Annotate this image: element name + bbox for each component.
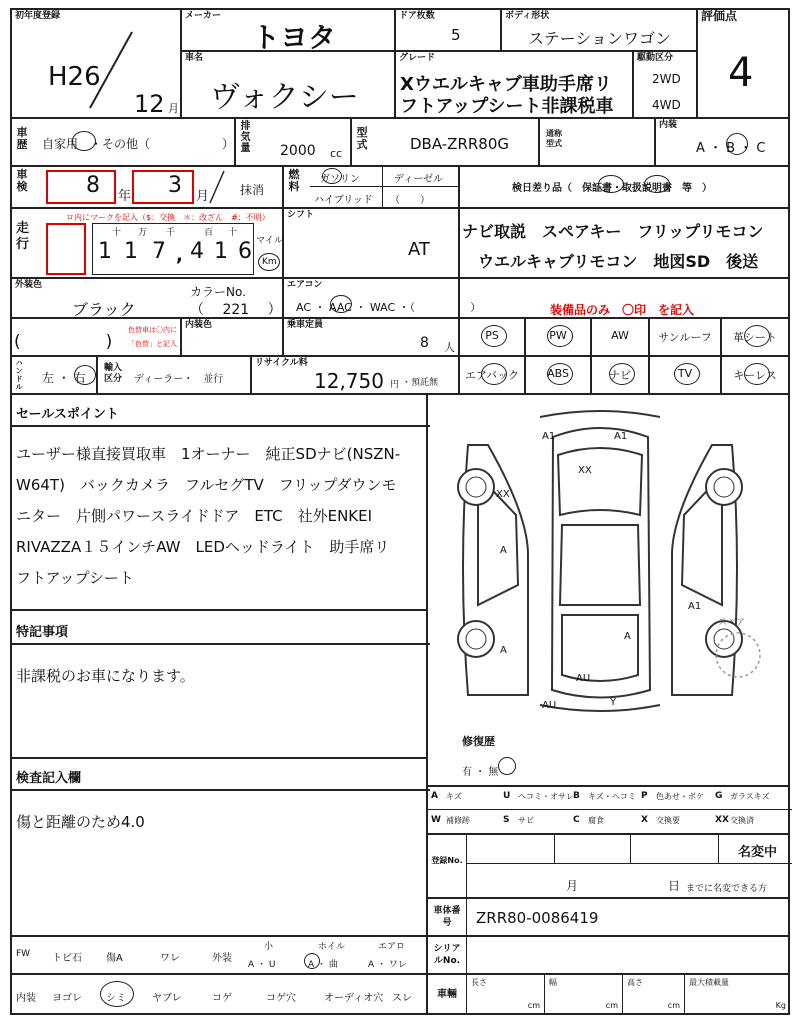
equipment-item <box>458 355 526 395</box>
dimension-label: 長さ <box>471 978 487 987</box>
selected-circle <box>598 175 624 193</box>
mileage-unit-km: Km <box>262 257 277 267</box>
equipment-item-label: AW <box>611 329 629 342</box>
mileage-digit: 1 <box>98 239 112 264</box>
damage-mark: XX <box>578 465 592 476</box>
exterior-color-label: 外装色 <box>15 280 43 290</box>
recycle-label: リサイクル料 <box>255 358 308 368</box>
displacement-cell <box>234 117 352 167</box>
recycle-value: 12,750 <box>314 369 384 393</box>
first-registration-cell <box>10 8 182 119</box>
interior-item: コゲ <box>212 993 232 1004</box>
grade-line-2: フトアップシート非課税車 <box>400 96 614 117</box>
selected-circle <box>609 363 635 385</box>
registration-month: 12 <box>134 90 165 118</box>
selected-circle <box>744 325 770 347</box>
import-value: ディーラー・ 並行 <box>134 374 224 385</box>
windshield-exterior-row <box>10 935 428 975</box>
selected-circle <box>258 253 280 271</box>
legend-desc: キズ <box>446 792 462 801</box>
doors-cell <box>394 8 502 52</box>
serial-cell <box>426 935 790 975</box>
equipment-item-label: キーレス <box>733 369 777 382</box>
shift-value: AT <box>408 239 430 260</box>
selected-circle <box>726 133 748 155</box>
grade-line-1: Xウエルキャブ車助手席リ <box>400 74 612 95</box>
dimension-unit: Kg <box>775 1001 786 1010</box>
fw-item: 傷A <box>106 953 123 964</box>
wheel-label: ホイル <box>318 942 346 952</box>
interior-grade-cell <box>654 117 790 167</box>
interior-item: スレ <box>392 993 412 1004</box>
aero-label: エアロ <box>378 942 406 952</box>
selected-circle <box>674 363 700 385</box>
mileage-unit-mile: マイル <box>256 236 283 246</box>
sales-point-line: フトアップシート <box>16 569 134 587</box>
import-cell <box>96 355 252 395</box>
wheel-value: A ・ 曲 <box>308 960 338 970</box>
slash-line <box>208 167 228 207</box>
fuel-gasoline: ガソリン <box>320 174 360 185</box>
color-number-value: （ 221 ） <box>190 302 282 318</box>
spare-label: スペア <box>718 618 746 628</box>
mileage-cell <box>10 207 284 279</box>
equipment-item <box>524 355 592 395</box>
color-change-note-2: 「色替」と記入 <box>128 340 177 348</box>
mileage-digit-head: 十 <box>228 228 238 238</box>
selected-circle <box>498 757 516 775</box>
vin-value: ZRR80-0086419 <box>476 909 599 927</box>
drive-label: 駆動区分 <box>637 53 674 63</box>
registration-number-cell <box>426 833 790 899</box>
use-value: 自家用 ・その他（ ） <box>42 137 235 151</box>
inspection-label: 車検 <box>16 168 28 193</box>
inspection-month: 3 <box>168 173 182 198</box>
legend-code: W <box>431 815 441 825</box>
dimension-unit: cm <box>605 1001 618 1010</box>
selected-circle <box>481 363 507 385</box>
repair-label: 修復歴 <box>462 735 495 748</box>
recycle-unit: 円 <box>390 380 400 390</box>
interior-item: ヤブレ <box>152 993 182 1004</box>
special-notes-label: 特記事項 <box>16 625 69 640</box>
aircon-label: エアコン <box>287 280 323 290</box>
serial-label: シリアルNo. <box>433 944 461 966</box>
equipment-item <box>648 317 722 357</box>
fw-label: FW <box>16 949 31 959</box>
import-label: 輸入区分 <box>103 363 122 384</box>
selected-circle <box>330 295 352 313</box>
interior-item: コゲ穴 <box>266 993 296 1004</box>
damage-mark: Y <box>610 697 617 708</box>
selected-circle <box>304 953 320 969</box>
name-change-note: までに名変できる方 <box>686 884 768 894</box>
legend-desc: ガラスキズ <box>730 792 770 801</box>
interior-item: オーディオ穴 <box>324 993 384 1004</box>
equipment-header-cell <box>458 277 790 319</box>
score-label: 評価点 <box>701 9 738 23</box>
selected-circle <box>481 325 507 347</box>
common-type-cell <box>538 117 656 167</box>
car-diagram <box>428 405 788 705</box>
handle-cell <box>10 355 98 395</box>
use-label: 車歴 <box>16 126 28 151</box>
exterior-small-value: A ・ U <box>248 960 276 970</box>
equipment-item-label: PS <box>485 329 499 342</box>
legend-code: S <box>503 815 510 825</box>
dimensions-cell <box>426 973 790 1015</box>
color-change-note-1: 色替車は〇内に <box>128 326 177 334</box>
mileage-note: ロ内にマークを記入（$：交換 ＊：改ざん #：不明） <box>66 213 270 222</box>
fuel-diesel: ディーゼル <box>394 174 443 185</box>
equipment-item <box>590 355 650 395</box>
body-type-label: ボディ形状 <box>505 11 550 21</box>
special-notes-section <box>10 609 428 759</box>
interior-item: ヨゴレ <box>52 993 82 1004</box>
aircon-options: AC ・ AAC ・ WAC ・（ ） <box>296 301 482 314</box>
legend-desc: 色あせ・ボケ <box>656 792 704 801</box>
inspector-section <box>10 757 428 937</box>
body-type-cell <box>500 8 698 52</box>
equipment-item <box>720 355 790 395</box>
month-unit: 月 <box>196 189 210 204</box>
displacement-label: 排気量 <box>240 121 251 154</box>
selected-circle <box>547 325 573 347</box>
fuel-label: 燃料 <box>288 168 300 193</box>
mileage-digit-head: 十 <box>112 228 122 238</box>
damage-mark: A1 <box>542 431 556 442</box>
legend-code: A <box>431 791 438 801</box>
maker-value: トヨタ <box>252 21 337 54</box>
drive-option-2wd: 2WD <box>652 72 681 86</box>
type-value: DBA-ZRR80G <box>410 135 510 153</box>
equipment-item-label: TV <box>677 367 693 380</box>
score-cell <box>696 8 790 119</box>
seats-value: 8 <box>420 335 429 351</box>
dimension-label: 最大積載量 <box>689 978 729 987</box>
legend-desc: 補修跡 <box>446 816 470 825</box>
legend-code: G <box>715 791 723 801</box>
sales-point-label: セールスポイント <box>16 407 119 422</box>
model-label: 車名 <box>185 53 204 63</box>
legend-code: U <box>503 791 511 801</box>
sales-point-line: W64T) バックカメラ フルセグTV フリップダウンモ <box>16 476 397 494</box>
maker-cell <box>180 8 396 52</box>
registration-number-label: 登録No. <box>431 856 463 865</box>
score-value: 4 <box>728 50 754 96</box>
interior-grade-label: 内装 <box>659 120 678 130</box>
doors-label: ドア枚数 <box>399 11 435 21</box>
equipment-item-label: PW <box>549 329 567 342</box>
legend-desc: キズ・ヘコミ <box>588 792 636 801</box>
special-notes-text: 非課税のお車になります。 <box>16 667 195 685</box>
color-change-cell: ( ) 色替車は〇内に 「色替」と記入 <box>10 317 182 357</box>
equipment-header: 装備品のみ 〇印 を記入 <box>550 303 695 317</box>
mileage-separator: , <box>176 245 183 266</box>
color-number-label: カラーNo. <box>190 285 246 299</box>
year-unit: 年 <box>118 189 132 204</box>
interior-item: シミ <box>106 993 126 1004</box>
mileage-label: 走行 <box>16 221 30 252</box>
legend-desc: ヘコミ・オサレ <box>518 792 574 801</box>
fw-item: ワレ <box>160 953 180 964</box>
legend-desc: サビ <box>518 816 534 825</box>
model-cell <box>180 50 396 119</box>
exterior-color-cell <box>10 277 284 319</box>
legend-desc: 交換要 <box>656 816 680 825</box>
handle-label: ハンドル <box>15 359 23 391</box>
equipment-item <box>524 317 592 357</box>
car-diagram-section <box>426 393 790 787</box>
mileage-digit: 4 <box>190 239 204 264</box>
name-change-month: 月 <box>566 879 579 893</box>
dimension-field <box>466 975 544 1015</box>
vin-cell <box>426 897 790 937</box>
seats-unit: 人 <box>444 341 455 354</box>
dimension-unit: cm <box>527 1001 540 1010</box>
seats-label: 乗車定員 <box>287 320 324 330</box>
interior-color-label: 内装色 <box>185 320 213 330</box>
exterior-color-value: ブラック <box>72 300 136 319</box>
damage-mark: A <box>500 545 507 556</box>
registration-month-unit: 月 <box>168 102 179 115</box>
legend-desc: 交換済 <box>730 816 754 825</box>
displacement-unit: cc <box>330 147 343 160</box>
damage-mark: A1 <box>688 601 702 612</box>
doors-value: 5 <box>451 26 461 44</box>
sales-point-line: ユーザー様直接買取車 1オーナー 純正SDナビ(NSZN- <box>16 445 401 463</box>
inspector-label: 検査記入欄 <box>16 771 82 786</box>
equipment-item-label: ナビ <box>609 369 631 382</box>
seats-cell <box>282 317 460 357</box>
mileage-digit: 7 <box>152 239 166 264</box>
selected-circle <box>72 131 96 151</box>
fw-item: トビ石 <box>52 953 82 964</box>
equipment-item <box>590 317 650 357</box>
selected-circle <box>644 175 670 193</box>
aircon-cell <box>282 277 482 319</box>
selected-circle <box>322 168 342 184</box>
grade-cell <box>394 50 634 119</box>
equipment-item <box>720 317 790 357</box>
interior-label: 内装 <box>16 993 36 1004</box>
damage-mark: XX <box>496 489 510 500</box>
fuel-other: （ ） <box>390 195 430 206</box>
exterior-small-label: 小 <box>264 942 274 952</box>
equipment-notes-line-1: ナビ取説 スペアキー フリップリモコン <box>462 222 764 241</box>
damage-mark: A1 <box>614 431 628 442</box>
interior-color-cell <box>180 317 284 357</box>
drive-cell <box>632 50 698 119</box>
recycle-note: ・預託無 <box>402 378 439 388</box>
dimension-field <box>622 975 684 1015</box>
legend-code: B <box>573 791 580 801</box>
damage-mark: A <box>500 645 507 656</box>
legend-code: XX <box>715 815 729 825</box>
recycle-cell <box>250 355 460 395</box>
selected-circle <box>100 981 134 1007</box>
sales-point-line: ニター 片側パワースライドドア ETC 社外ENKEI <box>16 507 373 525</box>
damage-legend <box>426 785 790 835</box>
mileage-digit: 6 <box>238 239 252 264</box>
name-change-label: 名変中 <box>738 845 778 860</box>
fuel-hybrid: ハイブリッド <box>314 195 373 206</box>
legend-desc: 腐食 <box>588 816 604 825</box>
grade-label: グレード <box>399 53 436 63</box>
dimension-unit: cm <box>667 1001 680 1010</box>
model-value: ヴォクシー <box>210 80 359 115</box>
drive-option-4wd: 4WD <box>652 98 681 112</box>
damage-mark: AU <box>542 700 557 711</box>
vin-label: 車体番号 <box>433 906 461 928</box>
common-type-label: 通称型式 <box>546 129 562 148</box>
equipment-item-label: ABS <box>547 367 569 380</box>
maker-label: メーカー <box>185 11 221 21</box>
shift-label: シフト <box>287 210 315 220</box>
dimension-label: 高さ <box>627 978 643 987</box>
inspection-cancel: 抹消 <box>240 183 265 197</box>
equipment-item-label: サンルーフ <box>658 331 712 344</box>
equipment-item-label: エアバック <box>464 369 520 382</box>
inspection-year: 8 <box>86 173 100 198</box>
name-change-day: 日 <box>668 879 681 893</box>
mileage-digit-head: 万 <box>138 228 148 238</box>
equipment-item-label: 革シート <box>733 331 777 344</box>
equipment-item <box>458 317 526 357</box>
dimension-field <box>684 975 790 1015</box>
registration-era-year: H26 <box>48 62 101 92</box>
equipment-notes-cell <box>458 207 790 279</box>
sales-point-line: RIVAZZA１５インチAW LEDヘッドライト 助手席リ <box>16 538 390 556</box>
interior-damage-row <box>10 973 428 1015</box>
displacement-value: 2000 <box>280 143 316 159</box>
mileage-digit-head: 千 <box>166 228 176 238</box>
legend-code: P <box>641 791 648 801</box>
dimension-field <box>544 975 622 1015</box>
fuel-cell <box>282 165 460 209</box>
shift-cell <box>282 207 460 279</box>
aero-value: A ・ ワレ <box>368 960 407 970</box>
accessories-label: 検日差り品（ 保証書・取扱説明書 等 ） <box>512 183 712 194</box>
mileage-digit: 1 <box>214 239 228 264</box>
legend-code: C <box>573 815 580 825</box>
damage-mark: AU <box>576 673 591 684</box>
mileage-digit: 1 <box>124 239 138 264</box>
first-registration-label: 初年度登録 <box>15 11 61 21</box>
accessories-cell <box>458 165 790 209</box>
body-type-value: ステーションワゴン <box>528 29 672 48</box>
sales-point-section <box>10 393 428 611</box>
exterior-label: 外装 <box>212 953 232 964</box>
dimension-label: 幅 <box>549 978 557 987</box>
equipment-item <box>648 355 722 395</box>
legend-code: X <box>641 815 648 825</box>
type-label: 型式 <box>356 126 368 151</box>
type-cell <box>350 117 540 167</box>
inspection-cell <box>10 165 284 209</box>
selected-circle <box>547 363 573 385</box>
selected-circle <box>74 365 96 385</box>
interior-grade-value: A ・ B ・ C <box>696 141 766 156</box>
dimensions-label: 車輛 <box>437 989 457 1000</box>
damage-mark: A <box>624 631 631 642</box>
repair-value: 有 ・ 無 <box>462 767 499 778</box>
use-cell <box>10 117 236 167</box>
handle-value: 左 ・ 右 <box>42 371 86 385</box>
equipment-notes-line-2: ウエルキャブリモコン 地図SD 後送 <box>478 252 759 271</box>
inspector-text: 傷と距離のため4.0 <box>16 813 145 831</box>
selected-circle <box>744 363 770 385</box>
mileage-digit-head: 百 <box>204 228 214 238</box>
